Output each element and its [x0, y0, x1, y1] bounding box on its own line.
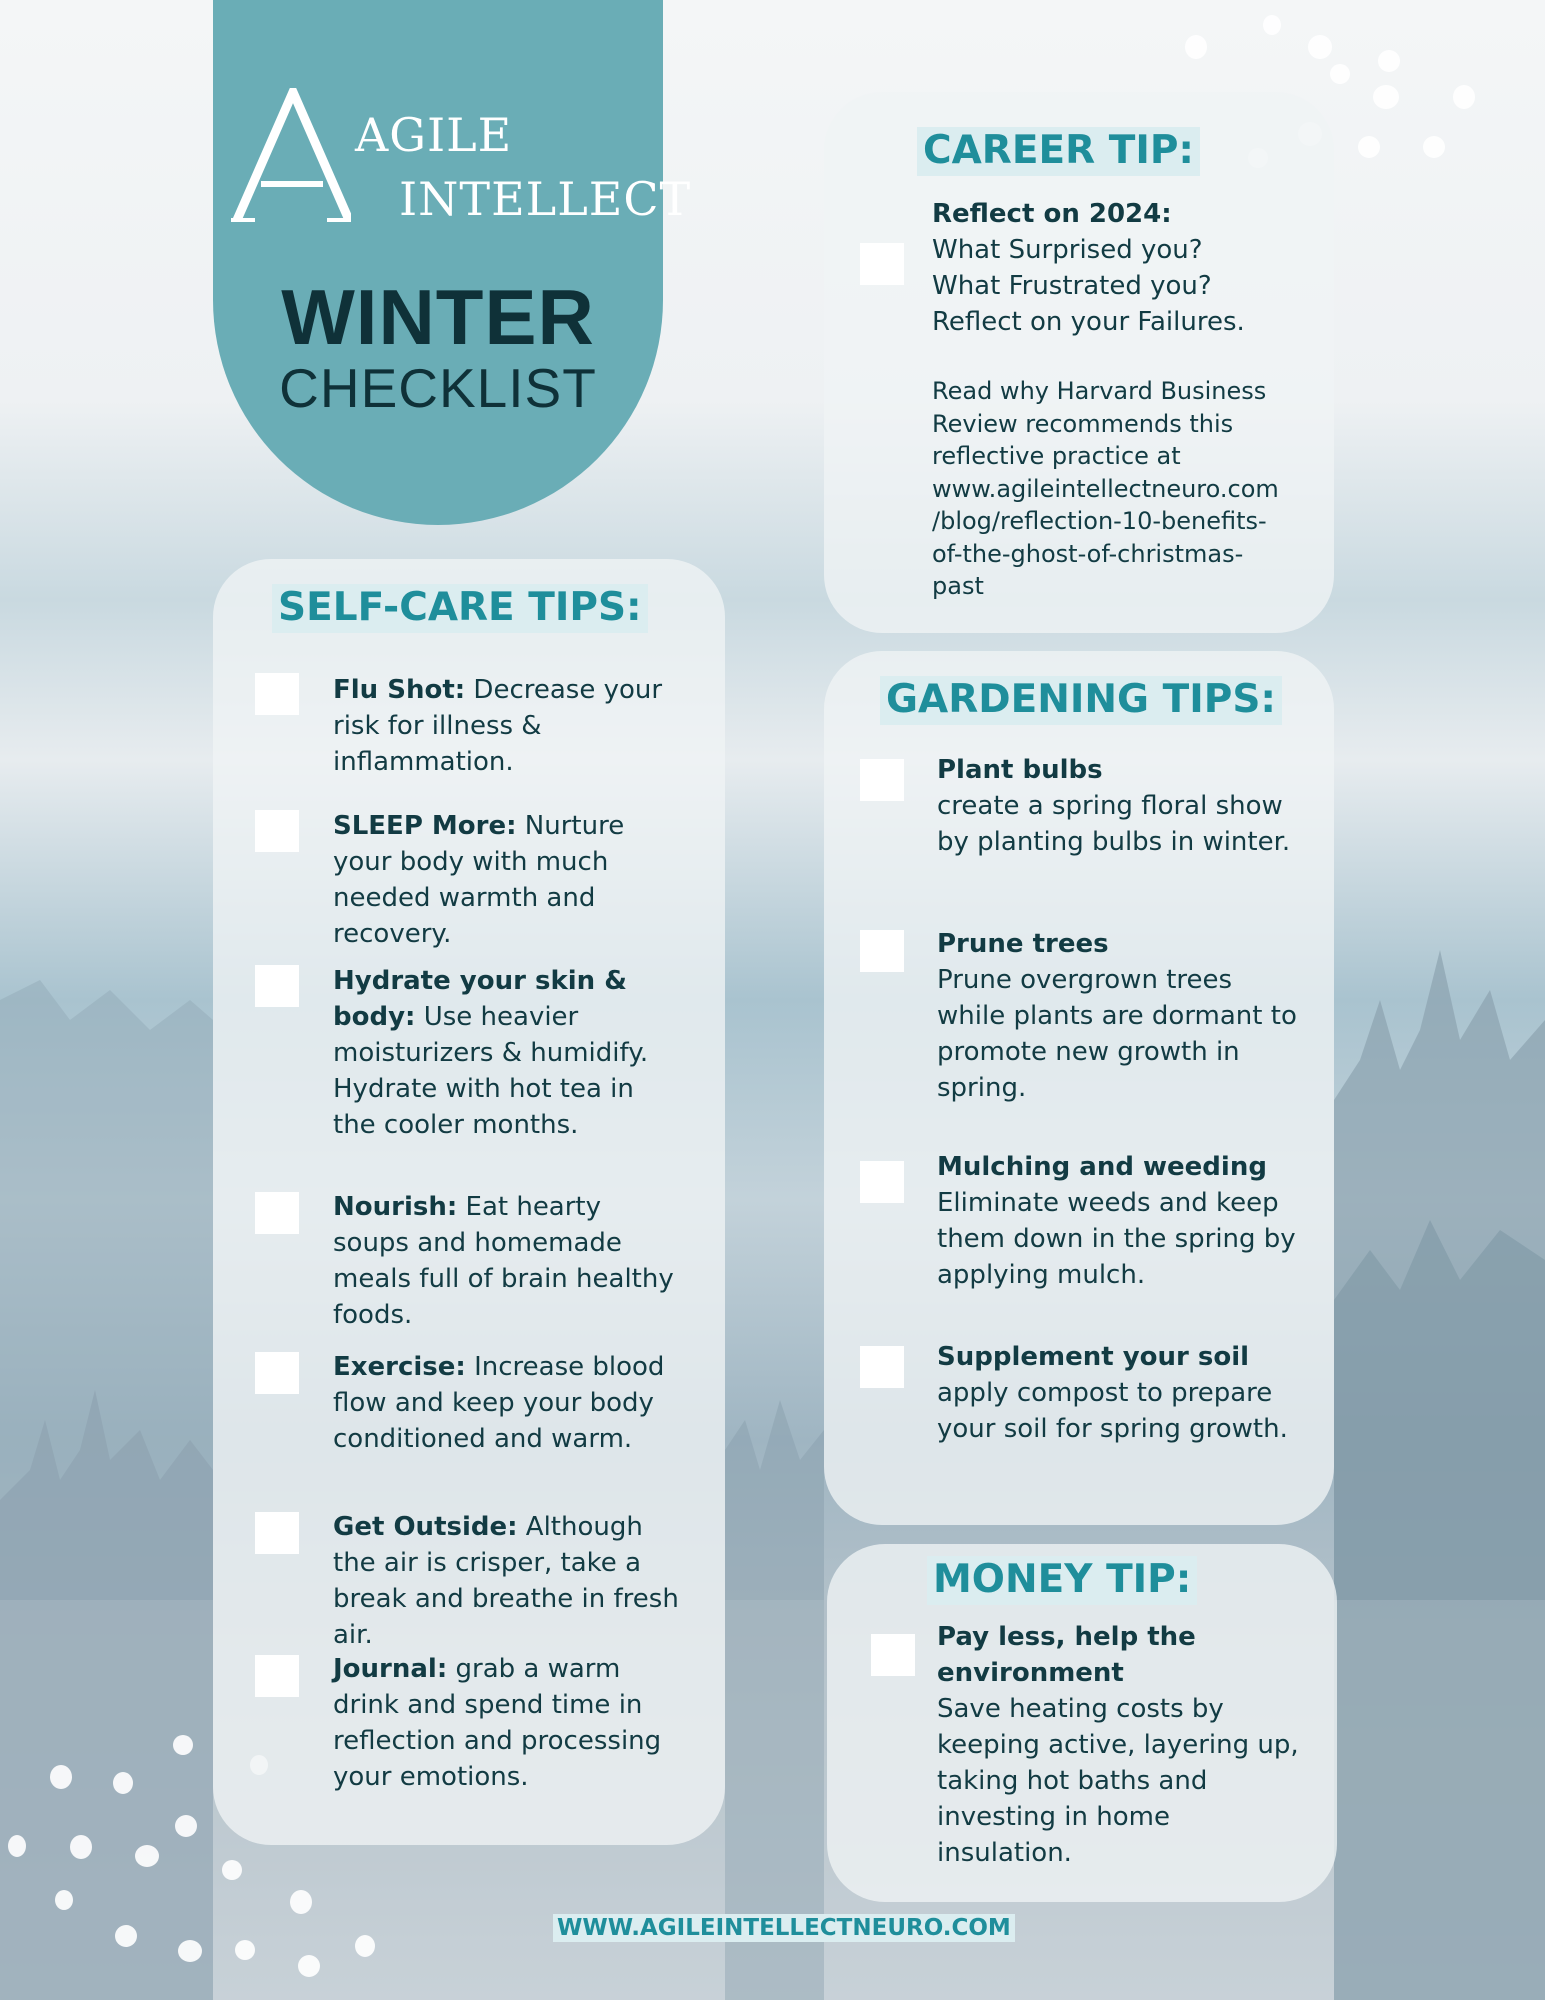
item-title: Get Outside:: [333, 1512, 518, 1542]
gardening-item: [937, 1339, 1307, 1447]
gardening-item: [937, 1149, 1307, 1293]
page-title: WINTER: [281, 273, 595, 361]
item-title: Journal:: [333, 1654, 448, 1684]
gardening-item: [937, 926, 1307, 1106]
read-more-line: Read why Harvard Business: [932, 377, 1267, 405]
item-body: create a spring floral show by planting bulbs in winter.: [937, 791, 1291, 857]
item-title: Plant bulbs: [937, 755, 1103, 785]
career-line: What Surprised you?: [932, 235, 1203, 265]
gardening-checkbox-prune-trees[interactable]: [860, 930, 904, 972]
item-title: SLEEP More:: [333, 811, 517, 841]
item-body: Use heavier moisturizers & humidify. Hydrate with hot tea in the cooler months.: [333, 1002, 649, 1140]
self-care-item: [333, 963, 683, 1143]
item-body: Nurture your body with much needed warmth and recovery.: [333, 811, 625, 949]
logo-a-mark: [231, 88, 351, 228]
self-care-item: [333, 672, 683, 780]
self-care-item: [333, 1509, 693, 1653]
item-body: Prune overgrown trees while plants are dormant to promote new growth in spring.: [937, 965, 1297, 1103]
self-care-checkbox-exercise[interactable]: [255, 1352, 299, 1394]
item-title: Supplement your soil: [937, 1342, 1250, 1372]
self-care-checkbox-nourish[interactable]: [255, 1192, 299, 1234]
item-title: Pay less, help the environment: [937, 1622, 1196, 1688]
footer-website-link[interactable]: WWW.AGILEINTELLECTNEURO.COM: [553, 1914, 1015, 1942]
item-body: Decrease your risk for illness & inflammation.: [333, 675, 663, 777]
career-read-more: [932, 375, 1327, 603]
gardening-checkbox-supplement-soil[interactable]: [860, 1346, 904, 1388]
item-title: Prune trees: [937, 929, 1109, 959]
item-body: grab a warm drink and spend time in reflection and processing your emotions.: [333, 1654, 662, 1792]
career-line: Reflect on your Failures.: [932, 307, 1245, 337]
self-care-heading: SELF-CARE TIPS:: [272, 584, 648, 633]
blog-link[interactable]: of-the-ghost-of-christmas-: [932, 539, 1244, 568]
item-title: Exercise:: [333, 1352, 466, 1382]
logo-line-agile: AGILE: [355, 108, 513, 162]
item-title: Nourish:: [333, 1192, 458, 1222]
item-body: Although the air is crisper, take a break and breathe in fresh air.: [333, 1512, 679, 1650]
item-body: Increase blood flow and keep your body conditioned and warm.: [333, 1352, 665, 1454]
gardening-checkbox-plant-bulbs[interactable]: [860, 759, 904, 801]
brand-logo: [231, 88, 692, 228]
item-body: Save heating costs by keeping active, layering up, taking hot baths and investing in home insulation.: [937, 1694, 1299, 1868]
self-care-checkbox-get-outside[interactable]: [255, 1512, 299, 1554]
blog-link[interactable]: www.agileintellectneuro.com: [932, 474, 1279, 503]
item-title: Hydrate your skin & body:: [333, 966, 627, 1032]
gardening-checkbox-mulching[interactable]: [860, 1161, 904, 1203]
self-care-item: [333, 1349, 683, 1457]
read-more-line: reflective practice at: [932, 442, 1181, 470]
self-care-checkbox-sleep[interactable]: [255, 810, 299, 852]
career-heading: CAREER TIP:: [917, 127, 1200, 176]
self-care-checkbox-flu-shot[interactable]: [255, 673, 299, 715]
money-item: [937, 1619, 1307, 1871]
money-checkbox-pay-less[interactable]: [871, 1634, 915, 1676]
item-body: apply compost to prepare your soil for spring growth.: [937, 1378, 1288, 1444]
header-badge: [213, 0, 663, 525]
item-body: Eat hearty soups and homemade meals full of brain healthy foods.: [333, 1192, 674, 1330]
item-title: Mulching and weeding: [937, 1152, 1267, 1182]
self-care-checkbox-journal[interactable]: [255, 1655, 299, 1697]
career-line: What Frustrated you?: [932, 271, 1212, 301]
self-care-item: [333, 808, 683, 952]
item-title: Reflect on 2024:: [932, 199, 1172, 229]
gardening-item: [937, 752, 1307, 860]
career-item: [932, 196, 1317, 340]
page-subtitle: CHECKLIST: [279, 357, 597, 419]
blog-link[interactable]: past: [932, 572, 984, 600]
logo-line-intellect: INTELLECT: [399, 172, 692, 226]
blog-link[interactable]: /blog/reflection-10-benefits-: [932, 507, 1267, 535]
money-heading: MONEY TIP:: [927, 1556, 1197, 1605]
gardening-heading: GARDENING TIPS:: [880, 676, 1282, 725]
item-body: Eliminate weeds and keep them down in the spring by applying mulch.: [937, 1188, 1296, 1290]
read-more-line: Review recommends this: [932, 409, 1234, 438]
self-care-item: [333, 1651, 683, 1795]
self-care-checkbox-hydrate[interactable]: [255, 965, 299, 1007]
item-title: Flu Shot:: [333, 675, 466, 705]
career-checkbox-reflect[interactable]: [860, 243, 904, 285]
self-care-item: [333, 1189, 683, 1333]
